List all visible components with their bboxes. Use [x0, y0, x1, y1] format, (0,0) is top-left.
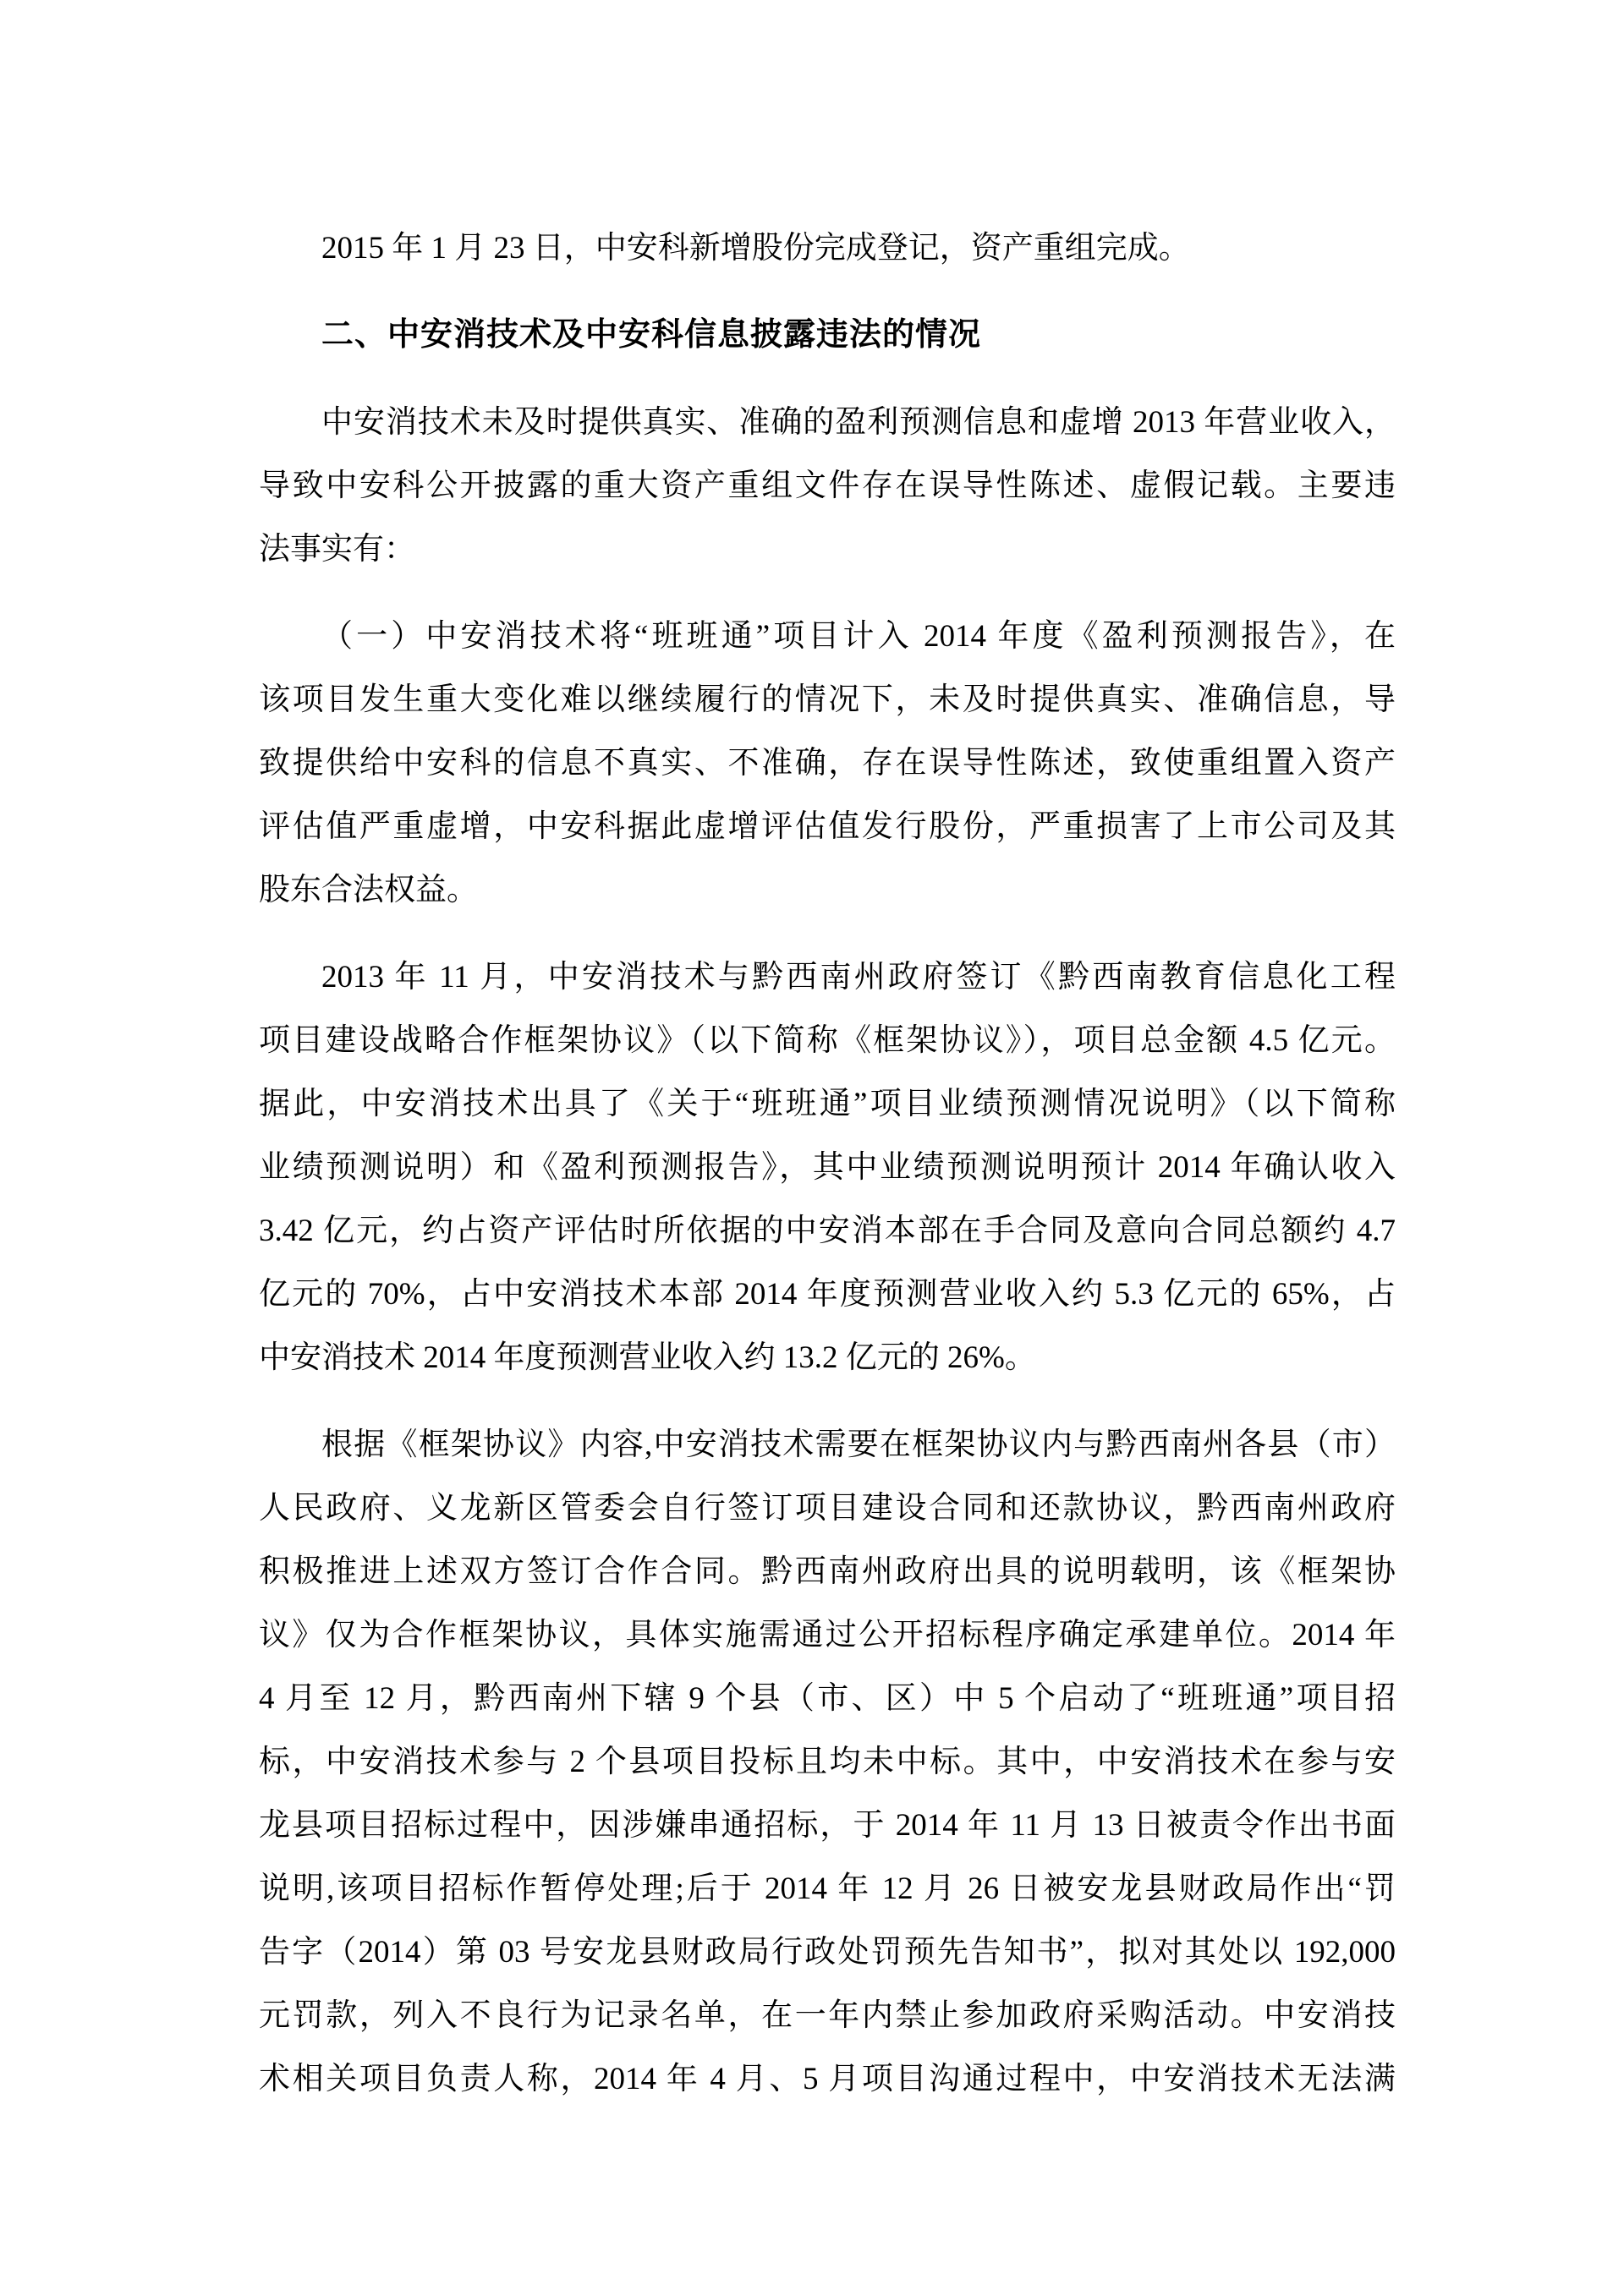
text-line: 3.42 亿元，约占资产评估时所依据的中安消本部在手合同及意向合同总额约 4.7 — [259, 1214, 1396, 1248]
paragraph-bidding — [259, 1413, 1396, 2111]
text-line: 2013 年 11 月，中安消技术与黔西南州政府签订《黔西南教育信息化工程 — [321, 960, 1396, 995]
text-line: 议》仅为合作框架协议，具体实施需通过公开招标程序确定承建单位。2014 年 — [259, 1618, 1396, 1652]
text-line: 中安消技术未及时提供真实、准确的盈利预测信息和虚增 2013 年营业收入， — [321, 405, 1396, 440]
paragraph-item1 — [259, 605, 1396, 922]
text-line: 人民政府、义龙新区管委会自行签订项目建设合同和还款协议，黔西南州政府 — [259, 1491, 1396, 1526]
text-line: 龙县项目招标过程中，因涉嫌串通招标，于 2014 年 11 月 13 日被责令作出书面 — [259, 1808, 1396, 1843]
text-line: 导致中安科公开披露的重大资产重组文件存在误导性陈述、虚假记载。主要违 — [259, 469, 1396, 503]
text-line: 项目建设战略合作框架协议》（以下简称《框架协议》），项目总金额 4.5 亿元。 — [259, 1023, 1396, 1058]
text-line: 股东合法权益。 — [259, 873, 478, 907]
text-line: （一）中安消技术将“班班通”项目计入 2014 年度《盈利预测报告》，在 — [321, 619, 1396, 654]
text-line: 告字（2014）第 03 号安龙县财政局行政处罚预先告知书”，拟对其处以 192,000 — [259, 1935, 1396, 1970]
section-heading — [259, 304, 1396, 367]
text-line: 说明,该项目招标作暂停处理;后于 2014 年 12 月 26 日被安龙县财政局作出“罚 — [259, 1871, 1396, 1906]
text-line: 法事实有： — [259, 532, 415, 567]
section-heading-text: 二、中安消技术及中安科信息披露违法的情况 — [321, 317, 982, 353]
document-content — [259, 216, 1396, 2134]
text-line: 亿元的 70%，占中安消技术本部 2014 年度预测营业收入约 5.3 亿元的 65%，占 — [259, 1277, 1396, 1312]
text-line: 4 月至 12 月，黔西南州下辖 9 个县（市、区）中 5 个启动了“班班通”项目招 — [259, 1681, 1396, 1716]
intro-line: 2015 年 1 月 23 日，中安科新增股份完成登记，资产重组完成。 — [321, 231, 1190, 266]
text-line: 致提供给中安科的信息不真实、不准确，存在误导性陈述，致使重组置入资产 — [259, 746, 1396, 781]
paragraph-framework — [259, 945, 1396, 1389]
paragraph-intro — [259, 216, 1396, 280]
text-line: 中安消技术 2014 年度预测营业收入约 13.2 亿元的 26%。 — [259, 1340, 1036, 1375]
text-line: 该项目发生重大变化难以继续履行的情况下，未及时提供真实、准确信息，导 — [259, 682, 1396, 717]
text-line: 据此，中安消技术出具了《关于“班班通”项目业绩预测情况说明》（以下简称 — [259, 1087, 1396, 1121]
text-line: 根据《框架协议》内容,中安消技术需要在框架协议内与黔西南州各县（市） — [321, 1427, 1396, 1462]
text-line: 术相关项目负责人称，2014 年 4 月、5 月项目沟通过程中，中安消技术无法满 — [259, 2062, 1396, 2096]
paragraph-overview — [259, 391, 1396, 581]
text-line: 积极推进上述双方签订合作合同。黔西南州政府出具的说明载明，该《框架协 — [259, 1554, 1396, 1589]
text-line: 元罚款，列入不良行为记录名单，在一年内禁止参加政府采购活动。中安消技 — [259, 1998, 1396, 2033]
text-line: 标，中安消技术参与 2 个县项目投标且均未中标。其中，中安消技术在参与安 — [259, 1745, 1396, 1779]
text-line: 评估值严重虚增，中安科据此虚增评估值发行股份，严重损害了上市公司及其 — [259, 809, 1396, 844]
text-line: 业绩预测说明）和《盈利预测报告》，其中业绩预测说明预计 2014 年确认收入 — [259, 1150, 1396, 1185]
